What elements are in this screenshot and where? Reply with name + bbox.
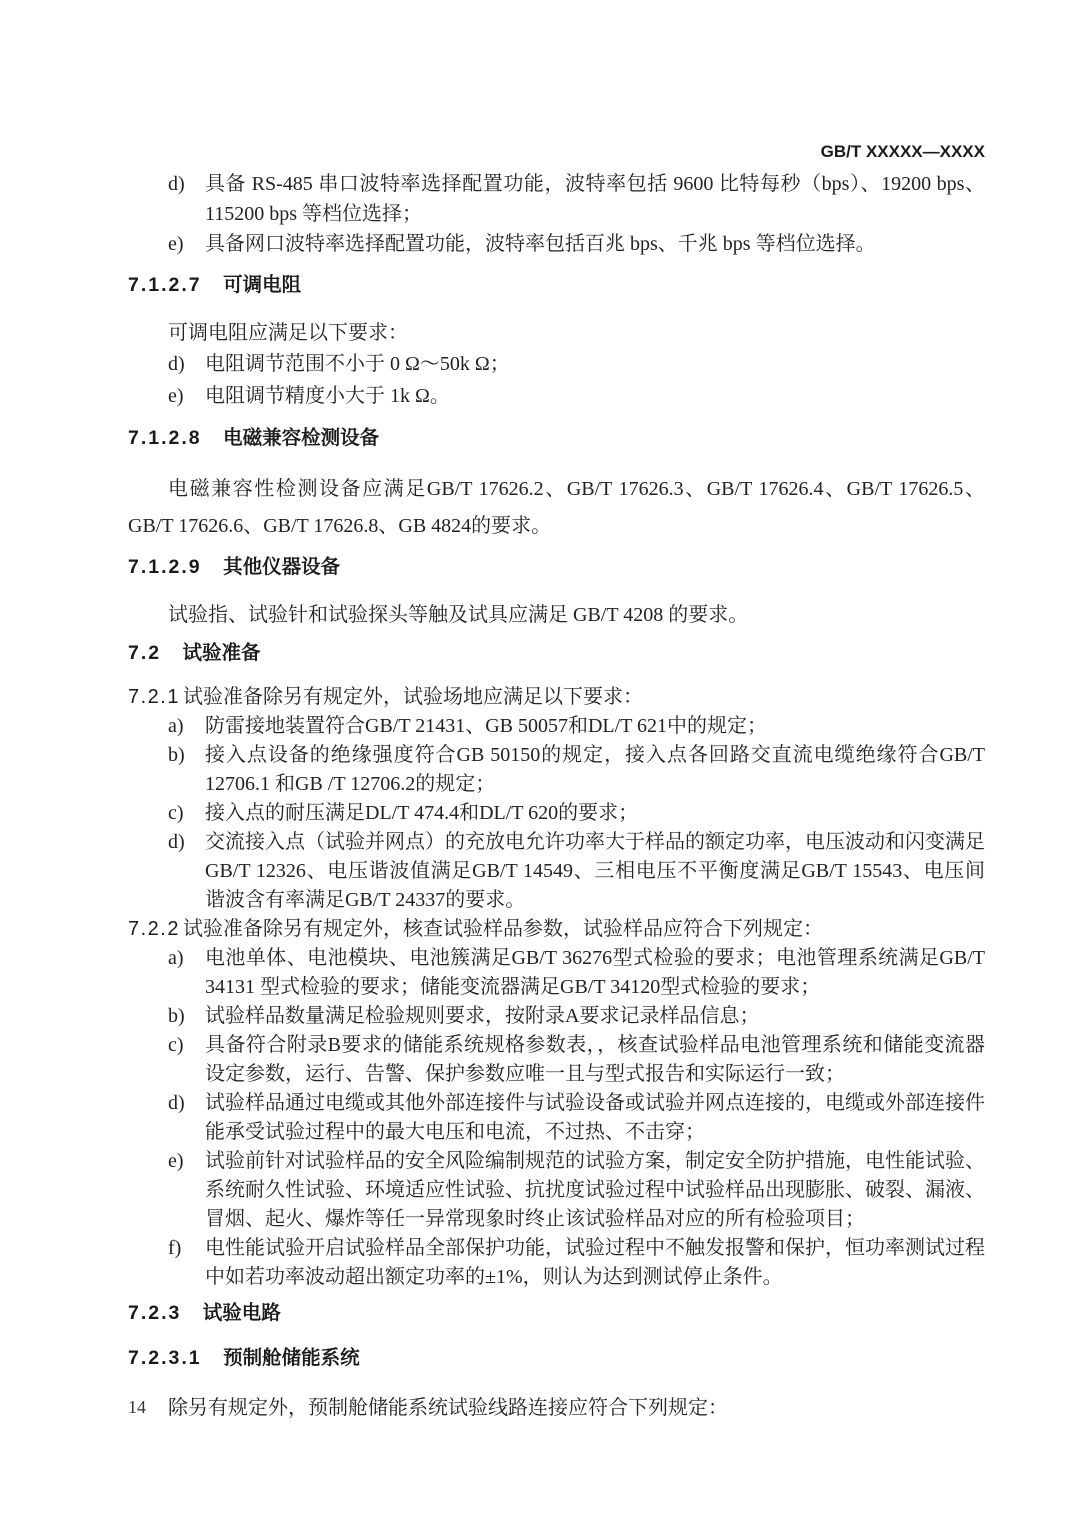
list-item-text: 试验样品数量满足检验规则要求，按附录A要求记录样品信息； [205, 1005, 760, 1027]
clause-number: 7.2.2 [128, 918, 180, 940]
clause-7-2-body [128, 683, 985, 1292]
section-heading-7-2-3-1 [128, 1346, 985, 1370]
clause-number: 7.2.1 [128, 686, 180, 708]
list-item-text: 具备符合附录B要求的储能系统规格参数表，，核查试验样品电池管理系统和储能变流器设定参数，运行、告警、保护参数应唯一且与型式报告和实际运行一致； [205, 1034, 985, 1085]
list-item-d [128, 1089, 985, 1147]
section-heading-7-2-3 [128, 1301, 985, 1325]
list-item-label: d) [168, 353, 185, 375]
section-heading-7-1-2-7 [128, 273, 985, 297]
list-item-label: a) [168, 715, 184, 737]
paragraph-emc: 电磁兼容性检测设备应满足GB/T 17626.2、GB/T 17626.3、GB/T 17626.4、GB/T 17626.5、GB/T 17626.6、GB/T 17626.8、GB 4824的要求。 [128, 478, 985, 537]
section-title: 预制舱储能系统 [223, 1347, 360, 1369]
section-number: 7.1.2.7 [128, 274, 202, 296]
list-item-text: 电性能试验开启试验样品全部保护功能，试验过程中不触发报警和保护，恒功率测试过程中如若功率波动超出额定功率的±1%，则认为达到测试停止条件。 [205, 1237, 985, 1288]
clause-text: 试验准备除另有规定外，试验场地应满足以下要求： [183, 686, 643, 708]
list-item-label: a) [168, 947, 184, 969]
list-item-text: 电阻调节范围不小于 0 Ω～50k Ω； [205, 353, 510, 375]
list-item-text: 交流接入点（试验并网点）的充放电允许功率大于样品的额定功率，电压波动和闪变满足GB/T 12326、电压谐波值满足GB/T 14549、三相电压不平衡度满足GB/T 15543、电压间谐波含有率满足GB/T 24337的要求。 [205, 831, 985, 911]
numbered-paragraph-7-2-2 [128, 915, 985, 944]
section-number: 7.1.2.8 [128, 427, 202, 449]
section-title: 可调电阻 [223, 274, 302, 296]
section-title: 其他仪器设备 [223, 556, 341, 578]
section-number: 7.1.2.9 [128, 556, 202, 578]
list-item-label: b) [168, 744, 185, 766]
list-item-a [128, 944, 985, 1002]
section-heading-7-1-2-8 [128, 426, 985, 450]
list-item-b [128, 1002, 985, 1031]
paragraph-probe: 试验指、试验针和试验探头等触及试具应满足 GB/T 4208 的要求。 [168, 604, 749, 626]
list-item-c [128, 1031, 985, 1089]
list-item-f [128, 1234, 985, 1292]
list-item-e [128, 1147, 985, 1234]
list-item-label: f) [168, 1237, 182, 1259]
list-item-text: 接入点的耐压满足DL/T 474.4和DL/T 620的要求； [205, 802, 639, 824]
list-item-label: c) [168, 802, 184, 824]
list-item-text: 防雷接地装置符合GB/T 21431、GB 50057和DL/T 621中的规定； [205, 715, 768, 737]
numbered-paragraph-7-2-1 [128, 683, 985, 712]
paragraph-resistor-intro: 可调电阻应满足以下要求： [168, 322, 408, 344]
list-item-label: d) [168, 173, 185, 195]
list-item-text: 接入点设备的绝缘强度符合GB 50150的规定，接入点各回路交直流电缆绝缘符合GB/T 12706.1 和GB /T 12706.2的规定； [205, 744, 985, 795]
list-continued [128, 169, 985, 259]
list-item-d [128, 169, 985, 229]
list-item-text: 电阻调节精度小大于 1k Ω。 [205, 385, 450, 407]
list-item-label: b) [168, 1005, 185, 1027]
list-item-label: e) [168, 1150, 184, 1172]
list-resistor [128, 348, 985, 412]
list-item-label: e) [168, 385, 184, 407]
list-item-label: d) [168, 1092, 185, 1114]
list-item-label: d) [168, 831, 185, 853]
paragraph-final: 除另有规定外，预制舱储能系统试验线路连接应符合下列规定： [168, 1397, 728, 1419]
list-item-label: e) [168, 233, 184, 255]
section-number: 7.2.3 [128, 1302, 182, 1324]
list-item-text: 具备 RS-485 串口波特率选择配置功能，波特率包括 9600 比特每秒（bps）、19200 bps、115200 bps 等档位选择； [205, 173, 985, 225]
list-item-c [128, 799, 985, 828]
doc-code: GB/T XXXXX—XXXX [820, 142, 985, 161]
section-heading-7-2 [128, 641, 985, 665]
section-title: 电磁兼容检测设备 [223, 427, 380, 449]
list-item-a [128, 712, 985, 741]
section-title: 试验电路 [202, 1302, 281, 1324]
list-item-d [128, 828, 985, 915]
section-title: 试验准备 [182, 642, 261, 664]
list-item-text: 电池单体、电池模块、电池簇满足GB/T 36276型式检验的要求；电池管理系统满足GB/T 34131 型式检验的要求；储能变流器满足GB/T 34120型式检验的要求； [205, 947, 985, 998]
clause-text: 试验准备除另有规定外，核查试验样品参数，试验样品应符合下列规定： [183, 918, 823, 940]
list-item-text: 试验样品通过电缆或其他外部连接件与试验设备或试验并网点连接的，电缆或外部连接件能承受试验过程中的最大电压和电流，不过热、不击穿； [205, 1092, 985, 1143]
list-item-d [128, 348, 985, 380]
page-header [128, 141, 985, 163]
list-item-text: 具备网口波特率选择配置功能，波特率包括百兆 bps、千兆 bps 等档位选择。 [205, 233, 876, 255]
list-item-e [128, 229, 985, 259]
section-heading-7-1-2-9 [128, 555, 985, 579]
list-item-e [128, 380, 985, 412]
page-number: 14 [128, 1397, 146, 1417]
list-item-text: 试验前针对试验样品的安全风险编制规范的试验方案，制定安全防护措施，电性能试验、系统耐久性试验、环境适应性试验、抗扰度试验过程中试验样品出现膨胀、破裂、漏液、冒烟、起火、爆炸等任一异常现象时终止该试验样品对应的所有检验项目； [205, 1150, 985, 1230]
list-item-b [128, 741, 985, 799]
list-item-label: c) [168, 1034, 184, 1056]
section-number: 7.2 [128, 642, 162, 664]
section-number: 7.2.3.1 [128, 1347, 202, 1369]
